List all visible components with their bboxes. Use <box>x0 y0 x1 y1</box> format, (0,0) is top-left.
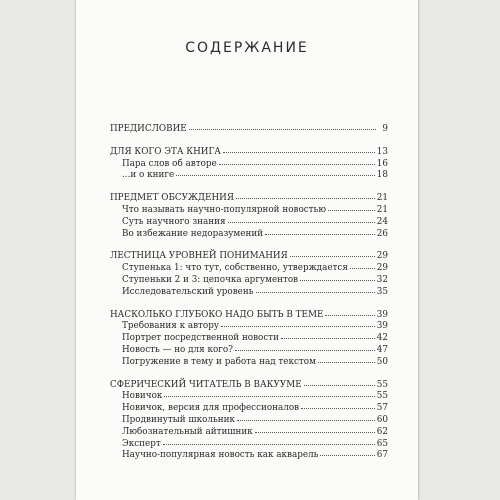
toc-section <box>110 147 388 182</box>
toc-entry-page-number: 32 <box>376 274 388 285</box>
toc-chapter <box>110 380 388 392</box>
toc-chapter <box>110 124 388 136</box>
toc-chapter-page-number: 55 <box>376 379 388 390</box>
toc-section <box>110 124 388 136</box>
toc-entry <box>110 229 388 241</box>
dot-leader <box>281 338 375 339</box>
toc-chapter <box>110 310 388 322</box>
toc-entry <box>110 205 388 217</box>
toc-chapter-label: ЛЕСТНИЦА УРОВНЕЙ ПОНИМАНИЯ <box>110 251 288 262</box>
dot-leader <box>290 256 375 257</box>
toc-entry <box>110 391 388 403</box>
toc-chapter-page-number: 13 <box>376 146 388 157</box>
toc-chapter-label: ДЛЯ КОГО ЭТА КНИГА <box>110 146 221 157</box>
dot-leader <box>176 175 375 176</box>
toc-entry-label: ...и о книге <box>122 170 175 181</box>
toc-entry-page-number: 60 <box>376 414 388 425</box>
toc-entry-page-number: 16 <box>376 158 388 169</box>
toc-chapter-page-number: 29 <box>376 251 388 262</box>
toc-entry-page-number: 35 <box>376 286 388 297</box>
toc-section <box>110 380 388 463</box>
toc-entry-page-number: 21 <box>376 204 388 215</box>
toc-entry-page-number: 29 <box>376 263 388 274</box>
toc-entry <box>110 357 388 369</box>
toc-entry-label: Научно-популярная новость как акварель <box>122 450 319 461</box>
toc-entry-page-number: 57 <box>376 403 388 414</box>
toc-entry-page-number: 67 <box>376 450 388 461</box>
book-page <box>76 0 418 500</box>
toc-entry-page-number: 26 <box>376 228 388 239</box>
dot-leader <box>189 129 376 130</box>
toc-entry-label: Суть научного знания <box>122 216 226 227</box>
toc-entry-label: Ступенька 1: что тут, собственно, утверждается <box>122 263 348 274</box>
toc-entry-page-number: 24 <box>376 216 388 227</box>
toc-chapter-page-number: 39 <box>376 309 388 320</box>
toc-entry-label: Эксперт <box>122 438 161 449</box>
toc-section <box>110 251 388 298</box>
toc-entry-page-number: 65 <box>376 438 388 449</box>
toc-entry <box>110 333 388 345</box>
toc-section <box>110 310 388 369</box>
toc-entry <box>110 403 388 415</box>
toc-entry-page-number: 47 <box>376 344 388 355</box>
toc-chapter <box>110 193 388 205</box>
toc-entry <box>110 450 388 462</box>
dot-leader <box>236 198 375 199</box>
dot-leader <box>228 222 375 223</box>
dot-leader <box>221 326 375 327</box>
toc-entry-label: Пара слов об авторе <box>122 158 217 169</box>
toc-entry-label: Требования к автору <box>122 321 220 332</box>
toc-entry <box>110 439 388 451</box>
toc-entry <box>110 275 388 287</box>
toc-entry-label: Во избежание недоразумений <box>122 228 264 239</box>
dot-leader <box>219 164 375 165</box>
toc-chapter-page-number: 9 <box>382 124 388 134</box>
dot-leader <box>223 152 375 153</box>
toc-entry <box>110 287 388 299</box>
toc-entry-page-number: 39 <box>376 321 388 332</box>
toc-entry-label: Новость — но для кого? <box>122 344 233 355</box>
toc-entry-page-number: 55 <box>376 391 388 402</box>
toc-chapter-page-number: 21 <box>376 193 388 204</box>
dot-leader <box>237 420 375 421</box>
toc-chapter-label: ПРЕДМЕТ ОБСУЖДЕНИЯ <box>110 193 234 204</box>
dot-leader <box>164 396 374 397</box>
toc-entry <box>110 415 388 427</box>
toc-entry-label: Погружение в тему и работа над текстом <box>122 356 316 367</box>
toc-entry-label: Что называть научно-популярной новостью <box>122 204 326 215</box>
toc-chapter-label: СФЕРИЧЕСКИЙ ЧИТАТЕЛЬ В ВАКУУМЕ <box>110 379 302 390</box>
dot-leader <box>325 315 374 316</box>
toc-entry <box>110 263 388 275</box>
dot-leader <box>301 408 375 409</box>
dot-leader <box>255 432 375 433</box>
toc-chapter <box>110 147 388 159</box>
dot-leader <box>328 210 375 211</box>
dot-leader <box>163 444 375 445</box>
page-title: СОДЕРЖАНИЕ <box>185 40 309 56</box>
dot-leader <box>320 455 374 456</box>
dot-leader <box>265 234 375 235</box>
dot-leader <box>235 350 375 351</box>
table-of-contents <box>110 124 388 473</box>
dot-leader <box>256 292 375 293</box>
toc-entry-label: Исследовательский уровень <box>122 286 254 297</box>
dot-leader <box>350 268 375 269</box>
toc-entry-label: Любознательный айтишник <box>122 426 253 437</box>
toc-entry <box>110 217 388 229</box>
toc-entry-label: Ступеньки 2 и 3: цепочка аргументов <box>122 274 299 285</box>
toc-entry-page-number: 62 <box>376 426 388 437</box>
dot-leader <box>318 362 375 363</box>
toc-entry-label: Портрет посредственной новости <box>122 333 280 344</box>
dot-leader <box>304 385 375 386</box>
toc-chapter <box>110 251 388 263</box>
toc-entry-label: Новичок <box>122 391 163 402</box>
toc-entry-page-number: 42 <box>376 333 388 344</box>
dot-leader <box>300 280 375 281</box>
toc-section <box>110 193 388 240</box>
toc-chapter-label: ПРЕДИСЛОВИЕ <box>110 124 187 134</box>
toc-entry-page-number: 50 <box>376 356 388 367</box>
toc-entry <box>110 159 388 171</box>
toc-entry <box>110 321 388 333</box>
toc-chapter-label: НАСКОЛЬКО ГЛУБОКО НАДО БЫТЬ В ТЕМЕ <box>110 309 324 320</box>
toc-entry <box>110 170 388 182</box>
toc-entry <box>110 427 388 439</box>
toc-entry <box>110 345 388 357</box>
toc-entry-label: Новичок, версия для профессионалов <box>122 403 300 414</box>
toc-entry-page-number: 18 <box>376 170 388 181</box>
toc-entry-label: Продвинутый школьник <box>122 414 235 425</box>
